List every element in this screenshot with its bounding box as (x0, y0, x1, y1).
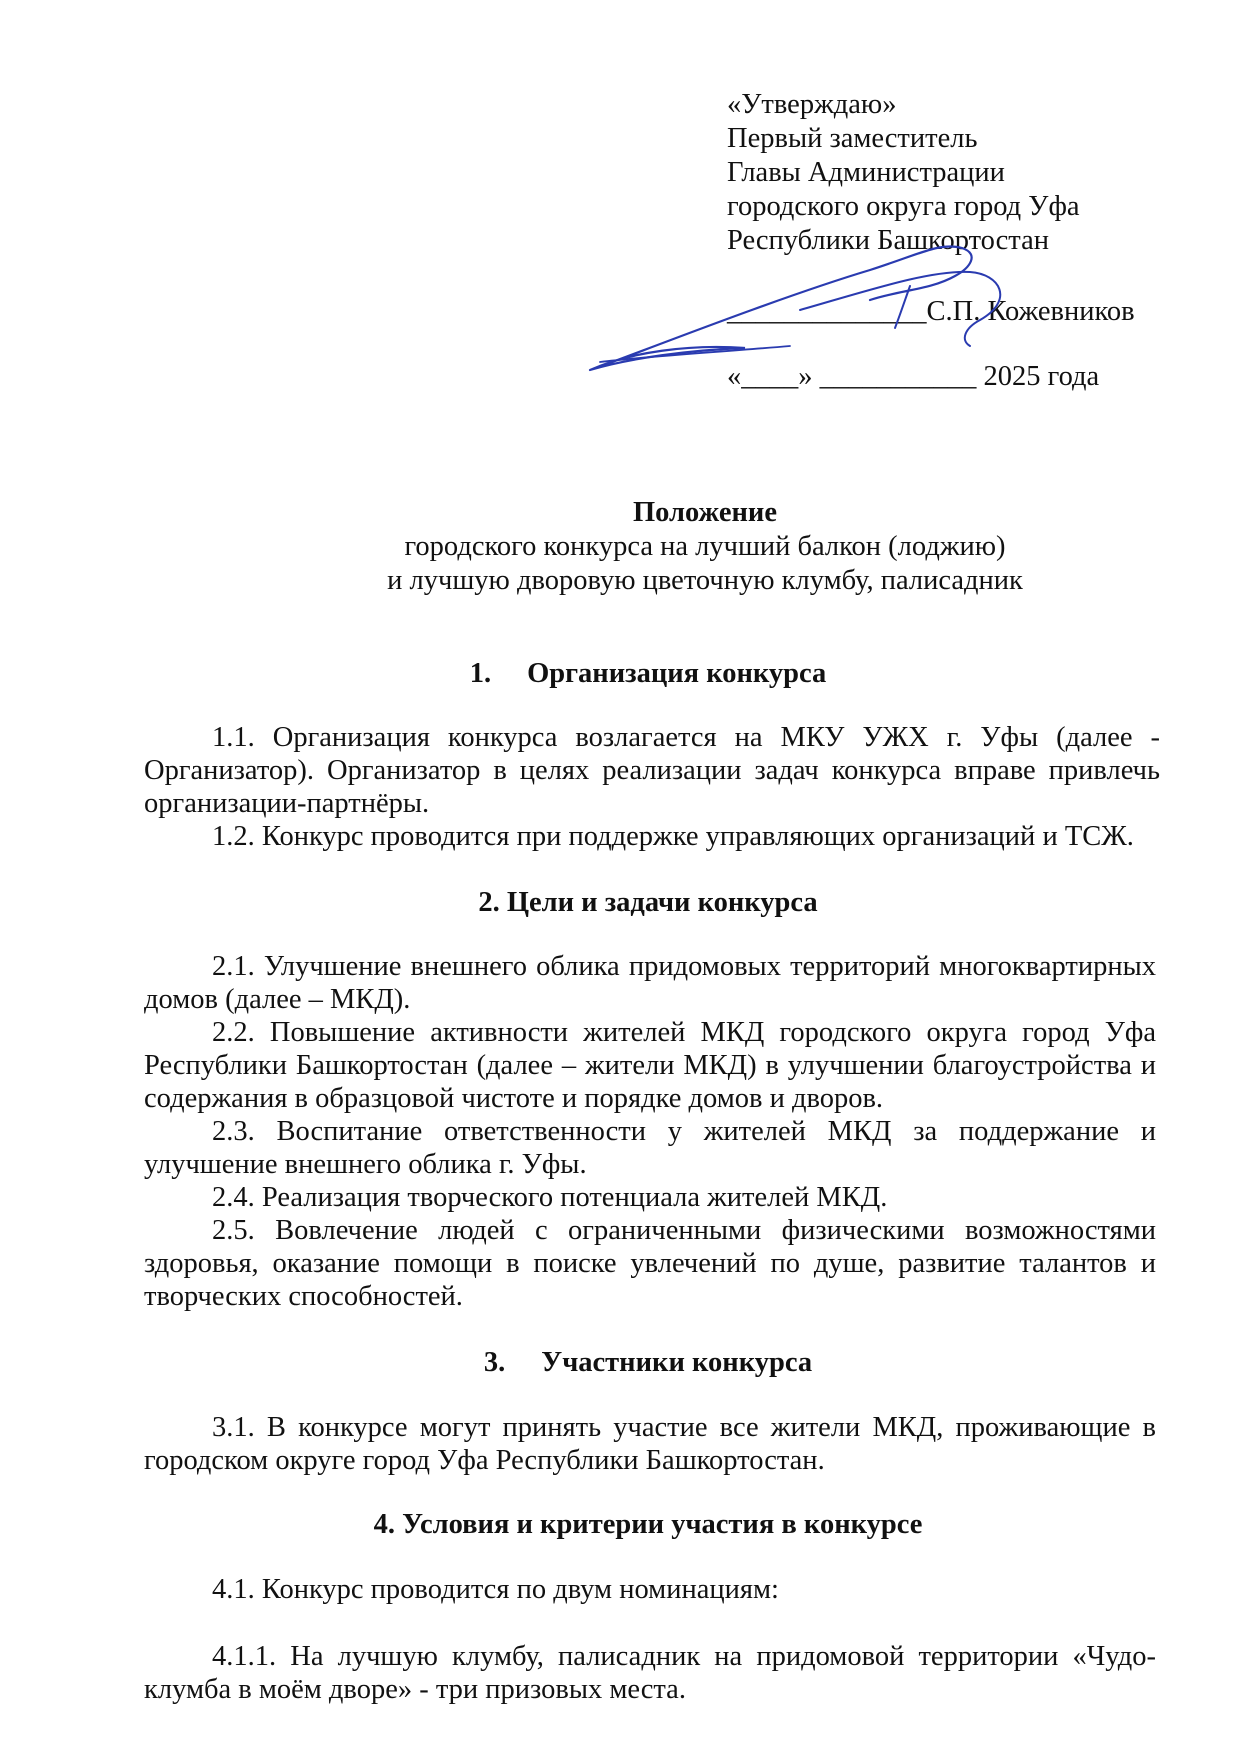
section-number: 3. (483, 1347, 506, 1378)
paragraph: 4.1. Конкурс проводится по двум номинациям: (212, 1574, 779, 1605)
section-title: Участники конкурса (541, 1347, 813, 1378)
paragraph: 2.2. Повышение активности жителей МКД городского округа город Уфа Республики Башкортостан (далее – жители МКД) в улучшении благоустройства и содержания в образцовой чистоте и порядке домов и дворов. (144, 1017, 1156, 1114)
paragraph: 2.3. Воспитание ответственности у жителей МКД за поддержание и улучшение внешнего облика г. Уфы. (144, 1116, 1156, 1180)
approval-position: Первый заместитель (727, 123, 978, 154)
section-heading (140, 1508, 1156, 1542)
handwritten-signature (570, 240, 1090, 400)
paragraph: 2.4. Реализация творческого потенциала жителей МКД. (212, 1182, 888, 1213)
section-number: 1. (469, 658, 492, 689)
section-title: Организация конкурса (527, 658, 827, 689)
section-heading (140, 1346, 1156, 1380)
paragraph: 2.1. Улучшение внешнего облика придомовых территорий многоквартирных домов (далее – МКД). (144, 951, 1156, 1015)
approval-position: Главы Администрации (727, 157, 1005, 188)
paragraph: 3.1. В конкурсе могут принять участие все жители МКД, проживающие в городском округе город Уфа Республики Башкортостан. (144, 1412, 1156, 1476)
date-line: «____» ___________ 2025 года (727, 361, 1100, 392)
approval-position: городского округа город Уфа (727, 191, 1080, 222)
section-heading (140, 886, 1156, 920)
section-title: 4. Условия и критерии участия в конкурсе (373, 1509, 923, 1540)
paragraph: 2.5. Вовлечение людей с ограниченными физическими возможностями здоровья, оказание помощи в поиске увлечений по душе, развитие талантов и творческих способностей. (144, 1215, 1156, 1312)
approval-position: Республики Башкортостан (727, 225, 1049, 256)
approval-heading: «Утверждаю» (727, 89, 897, 120)
paragraph: 4.1.1. На лучшую клумбу, палисадник на придомовой территории «Чудо-клумба в моём дворе» - три призовых места. (144, 1641, 1156, 1705)
signature-line: ______________С.П. Кожевников (727, 296, 1135, 327)
title-subtitle: городского конкурса на лучший балкон (лоджию) (404, 531, 1006, 562)
paragraph: 1.2. Конкурс проводится при поддержке управляющих организаций и ТСЖ. (212, 821, 1134, 852)
approval-block (727, 88, 1187, 258)
section-heading (140, 657, 1156, 691)
document-title (0, 496, 1240, 598)
title-main: Положение (632, 497, 777, 528)
paragraph: 1.1. Организация конкурса возлагается на МКУ УЖХ г. Уфы (далее - Организатор). Организатор в целях реализации задач конкурса вправе привлечь организации-партнёры. (144, 722, 1160, 819)
section-title: 2. Цели и задачи конкурса (478, 887, 818, 918)
title-subtitle: и лучшую дворовую цветочную клумбу, палисадник (387, 565, 1023, 596)
